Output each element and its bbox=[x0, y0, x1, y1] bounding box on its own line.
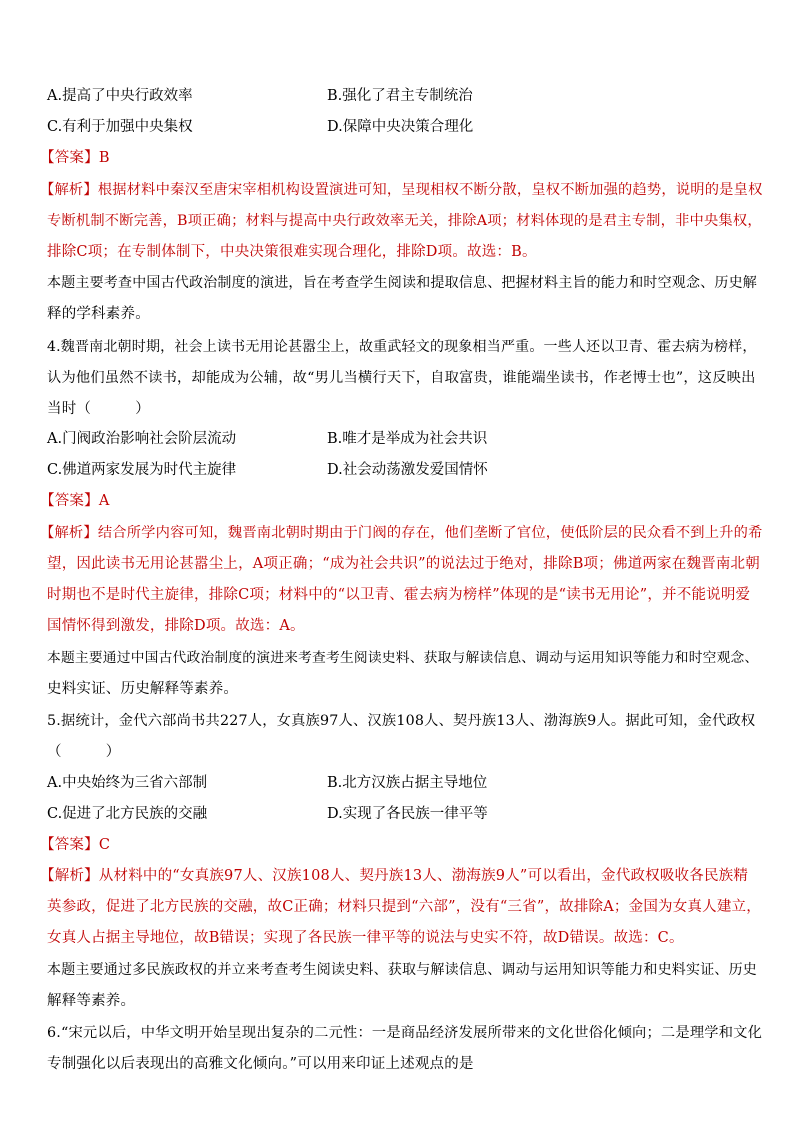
q5-analysis-line: 英参政，促进了北方民族的交融，故C正确；材料只提到“六部”，没有“三省”，故排除A；金国为女真人建立， bbox=[47, 899, 761, 915]
q3-analysis-line: 专断机制不断完善，B项正确；材料与提高中央行政效率无关，排除A项；材料体现的是君主专制，非中央集权， bbox=[47, 213, 762, 229]
answer-tag: 【答案】 bbox=[40, 837, 99, 853]
q3-option-b: B.强化了君主专制统治 bbox=[327, 88, 473, 104]
q5-stem-line: （ ） bbox=[47, 744, 121, 760]
answer-tag: 【答案】 bbox=[40, 150, 99, 166]
q5-analysis-line bbox=[40, 866, 750, 886]
q3-answer bbox=[40, 148, 750, 168]
q4-analysis-line: 望，因此读书无用论甚嚣尘上，A项正确；“成为社会共识”的说法过于绝对，排除B项；佛道两家在魏晋南北朝 bbox=[47, 556, 760, 572]
answer-value: A bbox=[98, 493, 110, 509]
q4-answer bbox=[40, 491, 750, 511]
q4-stem-line: 认为他们虽然不读书，却能成为公辅，故“男儿当横行天下，自取富贵，谁能端坐读书，作老博士也”，这反映出 bbox=[47, 370, 756, 386]
q6-stem-line: 6.“宋元以后，中华文明开始呈现出复杂的二元性：一是商品经济发展所带来的文化世俗化倾向；二是理学和文化 bbox=[47, 1025, 763, 1041]
q3-option-a: A.提高了中央行政效率 bbox=[47, 88, 193, 104]
q3-option-d: D.保障中央决策合理化 bbox=[327, 119, 474, 135]
q4-analysis-line bbox=[40, 523, 763, 543]
q3-summary-line: 释的学科素养。 bbox=[47, 306, 150, 322]
q4-option-c: C.佛道两家发展为时代主旋律 bbox=[47, 462, 237, 478]
q5-option-b: B.北方汉族占据主导地位 bbox=[327, 775, 488, 791]
answer-tag: 【答案】 bbox=[40, 493, 99, 509]
analysis-tag: 【解析】 bbox=[40, 182, 98, 198]
q5-option-a: A.中央始终为三省六部制 bbox=[47, 775, 208, 791]
q4-analysis-line: 时期也不是时代主旋律，排除C项；材料中的“以卫青、霍去病为榜样”体现的是“读书无用论”，并不能说明爱 bbox=[47, 587, 751, 603]
q4-stem-line: 4.魏晋南北朝时期，社会上读书无用论甚嚣尘上，故重武轻文的现象相当严重。一些人还以卫青、霍去病为榜样， bbox=[47, 339, 757, 355]
q5-option-c: C.促进了北方民族的交融 bbox=[47, 806, 208, 822]
q3-analysis-line: 排除C项；在专制体制下，中央决策很难实现合理化，排除D项。故选：B。 bbox=[47, 244, 537, 260]
q5-stem-line: 5.据统计，金代六部尚书共227人，女真族97人、汉族108人、契丹族13人、渤海族9人。据此可知，金代政权 bbox=[47, 713, 756, 729]
q4-option-b: B.唯才是举成为社会共识 bbox=[327, 431, 488, 447]
q5-analysis-line: 女真人占据主导地位，故B错误；实现了各民族一律平等的说法与史实不符，故D错误。故选：C。 bbox=[47, 930, 684, 946]
q5-answer bbox=[40, 835, 750, 855]
q4-summary-line: 本题主要通过中国古代政治制度的演进来考查考生阅读史料、获取与解读信息、调动与运用知识等能力和时空观念、 bbox=[47, 650, 759, 666]
q3-analysis-line bbox=[40, 180, 763, 200]
q4-option-a: A.门阀政治影响社会阶层流动 bbox=[47, 431, 237, 447]
analysis-tag: 【解析】 bbox=[40, 868, 99, 884]
q3-summary-line: 本题主要考查中国古代政治制度的演进，旨在考查学生阅读和提取信息、把握材料主旨的能力和时空观念、历史解 bbox=[47, 275, 757, 291]
q4-option-d: D.社会动荡激发爱国情怀 bbox=[327, 462, 488, 478]
q5-summary-line: 解释等素养。 bbox=[47, 993, 136, 1009]
analysis-tag: 【解析】 bbox=[40, 525, 98, 541]
q5-option-d: D.实现了各民族一律平等 bbox=[327, 806, 488, 822]
answer-value: B bbox=[98, 150, 110, 166]
q4-analysis-line: 国情怀得到激发，排除D项。故选：A。 bbox=[47, 618, 305, 634]
q6-stem-line: 专制强化以后表现出的高雅文化倾向。”可以用来印证上述观点的是 bbox=[47, 1056, 474, 1072]
answer-value: C bbox=[98, 837, 111, 853]
q5-summary-line: 本题主要通过多民族政权的并立来考查考生阅读史料、获取与解读信息、调动与运用知识等能力和史料实证、历史 bbox=[47, 962, 757, 978]
analysis-text: 结合所学内容可知，魏晋南北朝时期由于门阀的存在，他们垄断了官位，使低阶层的民众看不到上升的希 bbox=[97, 525, 763, 541]
analysis-text: 根据材料中秦汉至唐宋宰相机构设置演进可知，呈现相权不断分散，皇权不断加强的趋势，说明的是皇权 bbox=[97, 182, 763, 198]
q3-option-c: C.有利于加强中央集权 bbox=[47, 119, 193, 135]
q4-summary-line: 史料实证、历史解释等素养。 bbox=[47, 681, 239, 697]
q4-stem-line: 当时（ ） bbox=[47, 401, 150, 417]
analysis-text: 从材料中的“女真族97人、汉族108人、契丹族13人、渤海族9人”可以看出，金代政权吸收各民族精 bbox=[98, 868, 749, 884]
